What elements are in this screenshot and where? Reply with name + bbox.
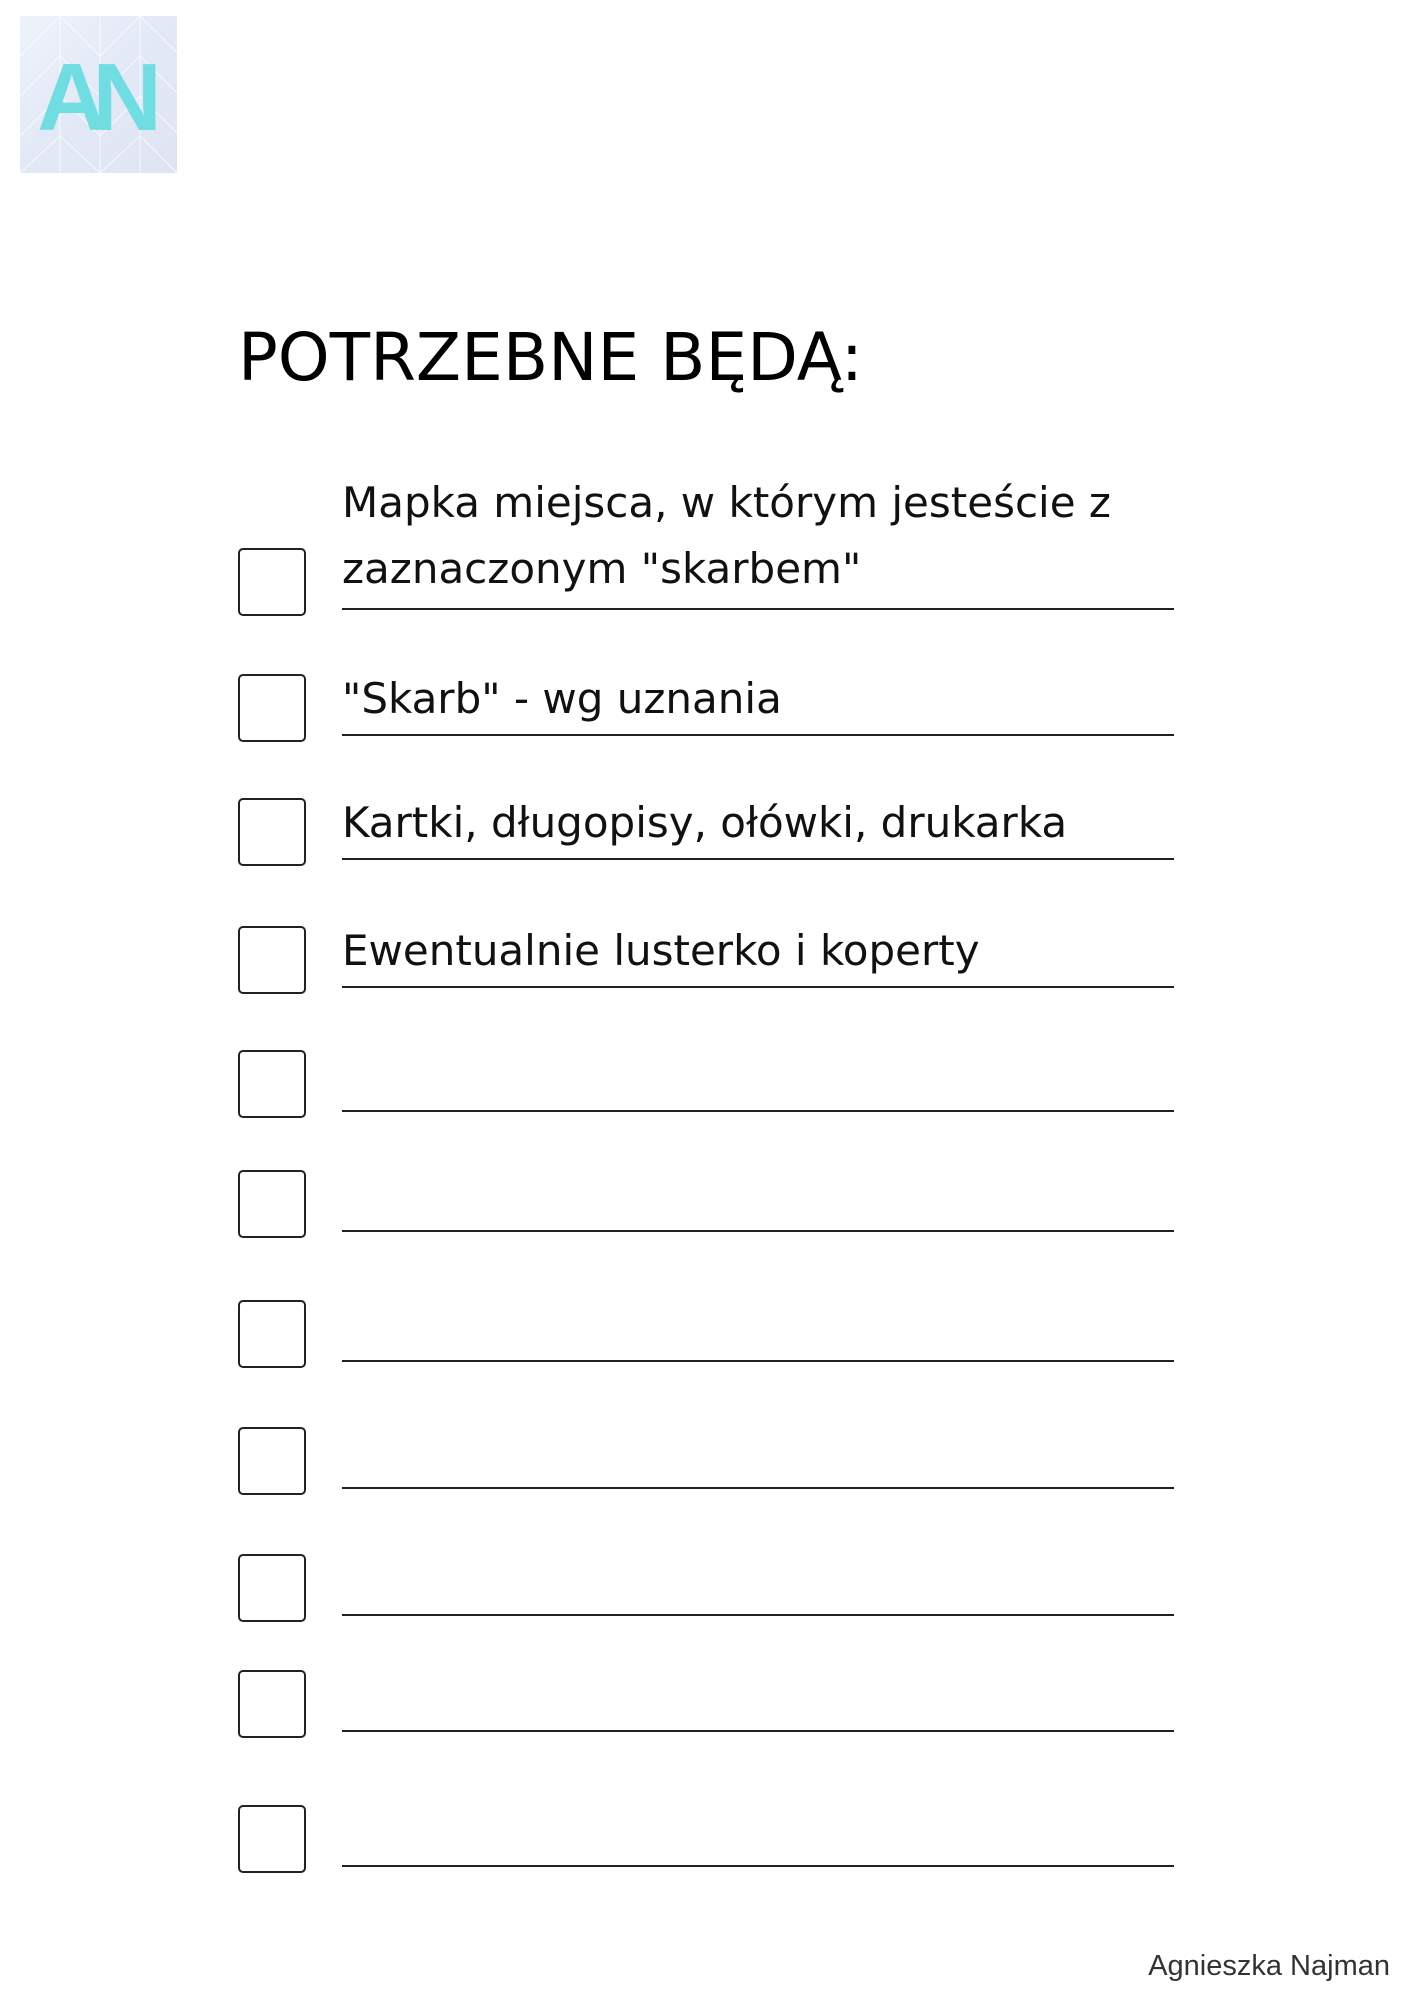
author-name: Agnieszka Najman: [1148, 1950, 1390, 1982]
checkbox[interactable]: [238, 1300, 306, 1368]
item-label-line-2: zaznaczonym "skarbem": [342, 544, 862, 593]
logo: [20, 16, 177, 173]
write-in-line[interactable]: [342, 1487, 1174, 1489]
item-label: "Skarb" - wg uznania: [342, 674, 782, 723]
write-in-line[interactable]: [342, 608, 1174, 610]
write-in-line[interactable]: [342, 1110, 1174, 1112]
logo-monogram: AN: [37, 44, 148, 151]
checkbox[interactable]: [238, 1805, 306, 1873]
write-in-line[interactable]: [342, 1865, 1174, 1867]
write-in-line[interactable]: [342, 1730, 1174, 1732]
checkbox[interactable]: [238, 926, 306, 994]
item-label-line-1: Mapka miejsca, w którym jesteście z: [342, 478, 1111, 527]
write-in-line[interactable]: [342, 986, 1174, 988]
write-in-line[interactable]: [342, 734, 1174, 736]
page-title: POTRZEBNE BĘDĄ:: [238, 319, 864, 396]
checkbox[interactable]: [238, 1427, 306, 1495]
item-label: Ewentualnie lusterko i koperty: [342, 926, 980, 975]
checkbox[interactable]: [238, 548, 306, 616]
item-label: Kartki, długopisy, ołówki, drukarka: [342, 798, 1068, 847]
write-in-line[interactable]: [342, 1230, 1174, 1232]
write-in-line[interactable]: [342, 858, 1174, 860]
write-in-line[interactable]: [342, 1614, 1174, 1616]
checkbox[interactable]: [238, 798, 306, 866]
checkbox[interactable]: [238, 1170, 306, 1238]
checkbox[interactable]: [238, 674, 306, 742]
checkbox[interactable]: [238, 1050, 306, 1118]
write-in-line[interactable]: [342, 1360, 1174, 1362]
checkbox[interactable]: [238, 1554, 306, 1622]
checkbox[interactable]: [238, 1670, 306, 1738]
